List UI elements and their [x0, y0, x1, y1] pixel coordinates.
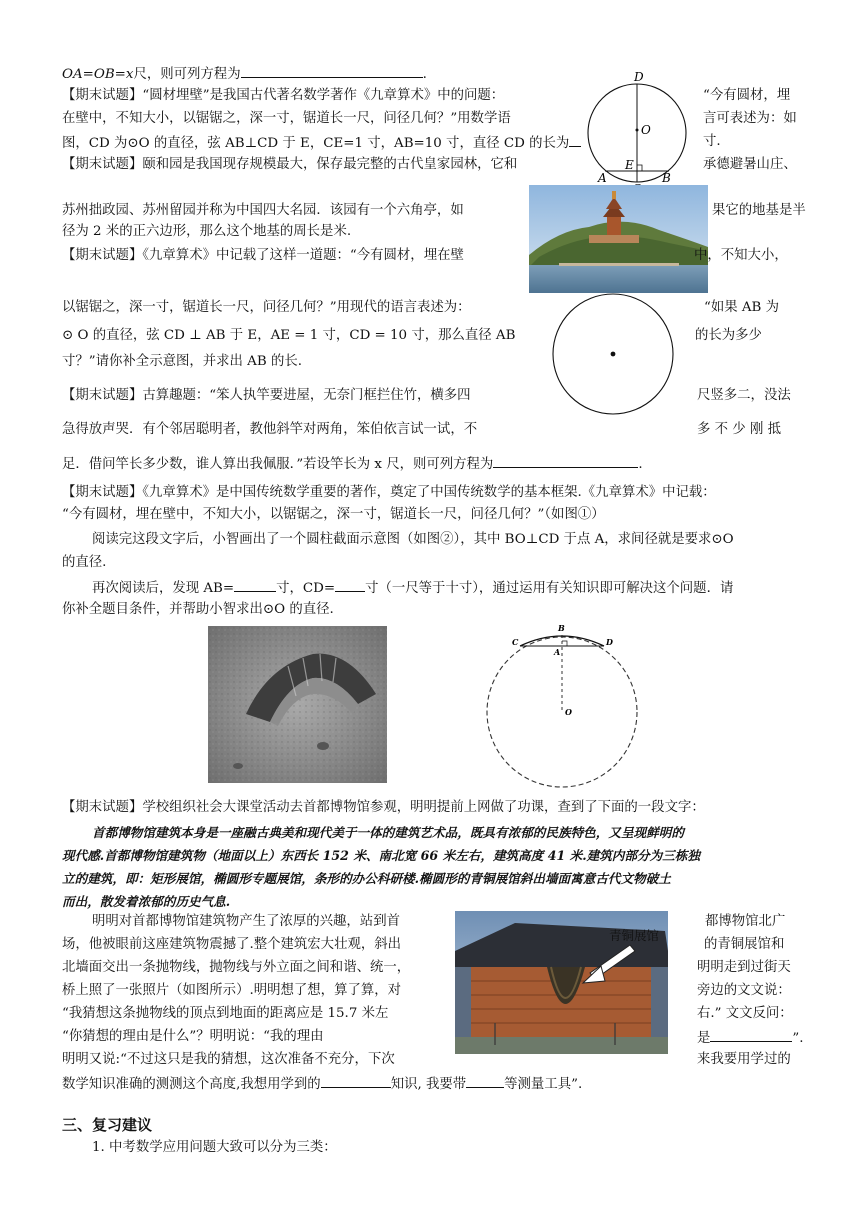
label-E: E [625, 158, 634, 172]
problem-line-right: 都博物馆北广 [705, 914, 786, 929]
problem-line: 寸？”请你补全示意图，并求出 AB 的长. [62, 354, 302, 369]
problem-line: 北墙面交出一条抛物线，抛物线与外立面之间和谐、统一， [62, 960, 411, 975]
problem-line-right: 承德避暑山庄、 [703, 157, 797, 172]
problem-line [62, 453, 643, 475]
problem-line: 在壁中，不知大小，以锯锯之，深一寸，锯道长一尺，问径几何？”用数学语 [62, 111, 511, 126]
problem-line-right: “如果 AB 为 [704, 300, 780, 315]
text: . [638, 457, 643, 472]
label-C: C [512, 637, 519, 647]
section-heading: 三、复习建议 [62, 1116, 153, 1134]
problem-line: 的直径. [62, 555, 107, 570]
text: 寸（一尺等于十寸），通过运用有关知识即可解决这个问题．请 [365, 581, 734, 596]
problem-line: “你猜想的理由是什么”？明明说：“我的理由 [62, 1029, 324, 1044]
problem-line-right [697, 1027, 804, 1049]
problem-line: “今有圆材，埋在壁中，不知大小，以锯锯之，深一寸，锯道长一尺，问径几何？”（如图①） [62, 507, 605, 522]
problem-line: 【期末试题】颐和园是我国现存规模最大，保存最完整的古代皇家园林，它和 [62, 157, 518, 172]
list-item: 1. 中考数学应用问题大致可以分为三类： [92, 1140, 337, 1155]
quote-line: 现代感.首都博物馆建筑物（地面以上）东西长 152 米、南北宽 66 米左右，建筑高度 41 米.建筑内部分为三栋独 [62, 848, 700, 863]
text: 是 [697, 1031, 711, 1046]
problem-line-right: 右.” 文文反问： [697, 1006, 793, 1021]
problem-line-right: 果它的地基是半 [712, 203, 806, 218]
problem-line-right: 的青铜展馆和 [704, 937, 785, 952]
circle-diagram-1 [583, 70, 698, 195]
summer-palace-photo [529, 185, 708, 293]
answer-blank[interactable] [335, 577, 365, 592]
text: 寸，CD= [276, 581, 336, 596]
answer-blank[interactable] [710, 1027, 792, 1042]
label-O: O [641, 123, 651, 137]
problem-line [92, 577, 733, 599]
label-B: B [662, 171, 671, 185]
label-A: A [598, 171, 607, 185]
label-A: A [554, 647, 561, 657]
problem-line: 明明又说:“不过这只是我的猜想，这次准备不充分，下次 [62, 1052, 395, 1067]
problem-line: 桥上照了一张照片（如图所示）.明明想了想，算了算，对 [62, 983, 402, 998]
text: 再次阅读后，发现 AB= [92, 581, 235, 596]
text-line [62, 63, 427, 85]
label-D: D [606, 637, 613, 647]
problem-line: 你补全题目条件，并帮助小智求出⊙O 的直径. [62, 602, 334, 617]
quote-line: 首都博物馆建筑本身是一座融古典美和现代美于一体的建筑艺术品，既具有浓郁的民族特色，又呈现鲜明的 [92, 825, 684, 840]
problem-line: 急得放声哭．有个邻居聪明者，教他斜竿对两角，笨伯依言试一试，不 [62, 422, 478, 437]
problem-line: 阅读完这段文字后，小智画出了一个圆柱截面示意图（如图②），其中 BO⊥CD 于点 A，求间径就是要求⊙O [92, 532, 734, 547]
text: 图，CD 为⊙O 的直径，弦 AB⊥CD 于 E，CE=1 寸，AB=10 寸，直径 CD 的长为 [62, 136, 570, 151]
museum-photo [455, 911, 668, 1054]
problem-line-right: “今有圆材，埋 [703, 88, 791, 103]
problem-line-right: 明明走到过街天 [697, 960, 791, 975]
problem-line: ⊙ O 的直径，弦 CD ⊥ AB 于 E，AE = 1 寸，CD = 10 寸，那么直径 AB [62, 328, 516, 343]
text: 足．借问竿长多少数，谁人算出我佩服．”若设竿长为 x 尺，则可列方程为 [62, 457, 494, 472]
answer-blank[interactable] [241, 63, 423, 78]
problem-line [62, 132, 581, 154]
photo-label: 青铜展馆 [609, 928, 660, 943]
wood-fragment-photo [208, 626, 387, 783]
problem-line: 以锯锯之，深一寸，锯道长一尺，问径几何？”用现代的语言表述为： [62, 300, 471, 315]
text: 知识, 我要带 [390, 1077, 467, 1092]
answer-blank[interactable] [466, 1073, 504, 1088]
problem-line-right: 旁边的文文说： [697, 983, 791, 998]
label-B: B [558, 623, 565, 633]
problem-line-right: 言可表述为：如 [703, 111, 797, 126]
answer-blank[interactable] [493, 453, 638, 468]
text: 等测量工具”. [504, 1077, 583, 1092]
problem-line-right: 尺竖多二，没法 [697, 388, 791, 403]
problem-line: 【期末试题】“圆材埋壁”是我国古代著名数学著作《九章算术》中的问题： [62, 88, 505, 103]
circle-diagram-3 [478, 618, 648, 793]
answer-blank[interactable] [321, 1073, 391, 1088]
problem-line-right: 来我要用学过的 [697, 1052, 791, 1067]
problem-line-right: 中，不知大小， [694, 248, 788, 263]
problem-line: 苏州拙政园、苏州留园并称为中国四大名园．该园有一个六角亭，如 [62, 203, 464, 218]
label-O: O [565, 707, 572, 717]
problem-line-right: 多 不 少 刚 抵 [697, 422, 781, 437]
problem-line: 场，他被眼前这座建筑物震撼了.整个建筑宏大壮观，斜出 [62, 937, 402, 952]
text: 尺，则可列方程为 [133, 67, 241, 82]
problem-line: 【期末试题】学校组织社会大课堂活动去首都博物馆参观，明明提前上网做了功课，查到了下面的一段文字： [62, 800, 705, 815]
text: ”. [792, 1031, 804, 1046]
problem-line: “我猜想这条抛物线的顶点到地面的距离应是 15.7 米左 [62, 1006, 389, 1021]
quote-line: 立的建筑，即：矩形展馆，椭圆形专题展馆，条形的办公科研楼.椭圆形的青铜展馆斜出墙面寓意古代文物破土 [62, 871, 671, 886]
answer-blank[interactable] [569, 132, 581, 147]
text: . [422, 67, 427, 82]
problem-line: 【期末试题】《九章算术》是中国传统数学重要的著作，奠定了中国传统数学的基本框架.《九章算术》中记载： [62, 485, 716, 500]
equation-var: OA=OB=x [62, 67, 134, 82]
label-D: D [634, 70, 644, 84]
problem-line-right: 寸. [703, 134, 721, 149]
problem-line: 径为 2 米的正六边形，那么这个地基的周长是米. [62, 224, 352, 239]
answer-blank[interactable] [234, 577, 276, 592]
problem-line: 明明对首都博物馆建筑物产生了浓厚的兴趣，站到首 [92, 914, 400, 929]
problem-line-right: 的长为多少 [695, 328, 762, 343]
problem-line [62, 1073, 582, 1095]
circle-diagram-2 [550, 293, 678, 421]
problem-line: 【期末试题】古算趣题：“笨人执竿要进屋，无奈门框拦住竹，横多四 [62, 388, 471, 403]
quote-line: 而出，散发着浓郁的历史气息. [62, 894, 231, 909]
problem-line: 【期末试题】《九章算术》中记载了这样一道题：“今有圆材，埋在壁 [62, 248, 464, 263]
text: 数学知识准确的测测这个高度,我想用学到的 [62, 1077, 321, 1092]
